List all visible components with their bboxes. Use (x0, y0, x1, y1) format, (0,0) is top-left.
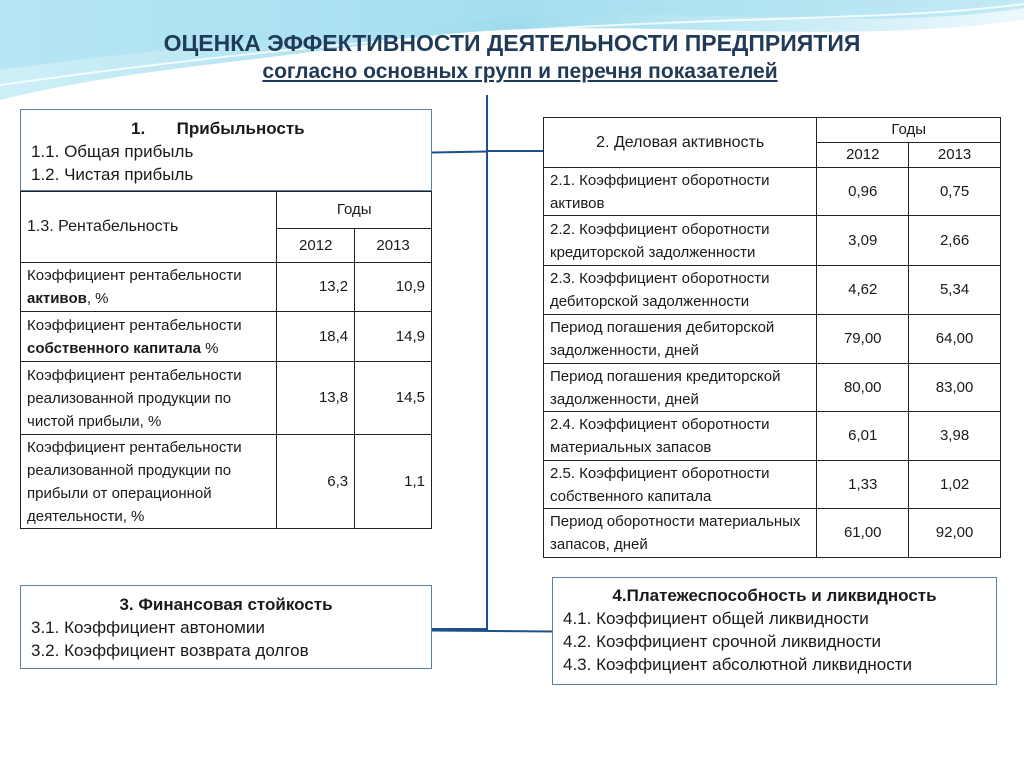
profitability-group-box (20, 109, 432, 191)
table-row (544, 315, 1001, 364)
business-table-label: 2. Деловая активность (544, 118, 817, 168)
table-row (544, 509, 1001, 558)
profit-heading-number: 1. (131, 119, 146, 138)
business-row-value-2013: 0,75 (909, 168, 1001, 216)
profitability-row-label: Коэффициент рентабельности реализованной продукции по чистой прибыли, % (21, 362, 277, 435)
connector-to-business (487, 150, 545, 152)
business-year-2012: 2012 (817, 143, 909, 168)
business-row-label: Период погашения дебиторской задолженности, дней (544, 315, 817, 364)
profitability-row-value-2013: 1,1 (355, 435, 432, 529)
table-row (544, 412, 1001, 461)
table-row (21, 263, 432, 312)
financial-item-autonomy: 3.1. Коэффициент автономии (31, 618, 265, 637)
business-row-label: 2.2. Коэффициент оборотности кредиторской задолженности (544, 216, 817, 266)
connector-to-profit (432, 151, 488, 154)
business-row-label: 2.4. Коэффициент оборотности материальных запасов (544, 412, 817, 461)
profitability-row-value-2012: 6,3 (277, 435, 355, 529)
profitability-row-label: Коэффициент рентабельности реализованной продукции по прибыли от операционной деятельности, % (21, 435, 277, 529)
profitability-row-value-2013: 14,5 (355, 362, 432, 435)
profitability-table (20, 191, 432, 529)
business-row-value-2012: 4,62 (817, 266, 909, 315)
business-year-2013: 2013 (909, 143, 1001, 168)
business-row-label: Период оборотности материальных запасов, дней (544, 509, 817, 558)
table-row (544, 216, 1001, 266)
business-row-label: 2.3. Коэффициент оборотности дебиторской задолженности (544, 266, 817, 315)
profitability-year-2013: 2013 (355, 229, 432, 263)
profit-heading (21, 118, 431, 140)
business-row-value-2013: 3,98 (909, 412, 1001, 461)
profitability-row-value-2012: 13,2 (277, 263, 355, 312)
business-row-value-2012: 0,96 (817, 168, 909, 216)
table-row (21, 362, 432, 435)
profitability-row-value-2013: 10,9 (355, 263, 432, 312)
business-row-value-2012: 61,00 (817, 509, 909, 558)
profitability-row-value-2012: 13,8 (277, 362, 355, 435)
business-row-value-2012: 3,09 (817, 216, 909, 266)
profitability-row-value-2013: 14,9 (355, 312, 432, 362)
business-row-label: 2.1. Коэффициент оборотности активов (544, 168, 817, 216)
business-row-value-2013: 64,00 (909, 315, 1001, 364)
profit-item-total: 1.1. Общая прибыль (31, 142, 194, 161)
table-row (21, 435, 432, 529)
profitability-years-header: Годы (277, 192, 432, 229)
table-row (544, 461, 1001, 509)
profitability-row-label: Коэффициент рентабельности активов, % (21, 263, 277, 312)
table-row (544, 364, 1001, 412)
business-row-value-2012: 80,00 (817, 364, 909, 412)
liquidity-heading: 4.Платежеспособность и ликвидность (612, 586, 937, 605)
connector-vertical (486, 95, 488, 630)
table-row (21, 312, 432, 362)
liquidity-box (552, 577, 997, 685)
business-row-value-2013: 5,34 (909, 266, 1001, 315)
liquidity-item-quick: 4.2. Коэффициент срочной ликвидности (563, 632, 882, 651)
business-row-value-2013: 1,02 (909, 461, 1001, 509)
profit-item-net: 1.2. Чистая прибыль (31, 165, 194, 184)
financial-item-debt-return: 3.2. Коэффициент возврата долгов (31, 641, 309, 660)
business-row-value-2013: 92,00 (909, 509, 1001, 558)
profitability-table-label: 1.3. Рентабельность (21, 192, 277, 263)
business-row-value-2012: 1,33 (817, 461, 909, 509)
business-row-value-2012: 6,01 (817, 412, 909, 461)
profitability-row-value-2012: 18,4 (277, 312, 355, 362)
business-row-label: 2.5. Коэффициент оборотности собственного капитала (544, 461, 817, 509)
business-row-value-2012: 79,00 (817, 315, 909, 364)
financial-heading: 3. Финансовая стойкость (119, 595, 333, 614)
table-row (544, 266, 1001, 315)
liquidity-item-absolute: 4.3. Коэффициент абсолютной ликвидности (563, 655, 913, 674)
financial-stability-box (20, 585, 432, 669)
profitability-year-2012: 2012 (277, 229, 355, 263)
table-row (544, 168, 1001, 216)
connector-to-liquidity (432, 629, 554, 632)
business-activity-table (543, 117, 1001, 558)
business-row-value-2013: 2,66 (909, 216, 1001, 266)
liquidity-item-general: 4.1. Коэффициент общей ликвидности (563, 609, 869, 628)
business-years-header: Годы (817, 118, 1001, 143)
profitability-row-label: Коэффициент рентабельности собственного капитала % (21, 312, 277, 362)
page-title: ОЦЕНКА ЭФФЕКТИВНОСТИ ДЕЯТЕЛЬНОСТИ ПРЕДПРИЯТИЯ (163, 30, 861, 56)
profit-heading-text: Прибыльность (176, 119, 305, 138)
business-row-label: Период погашения кредиторской задолженности, дней (544, 364, 817, 412)
business-row-value-2013: 83,00 (909, 364, 1001, 412)
page-subtitle: согласно основных групп и перечня показателей (262, 60, 778, 83)
